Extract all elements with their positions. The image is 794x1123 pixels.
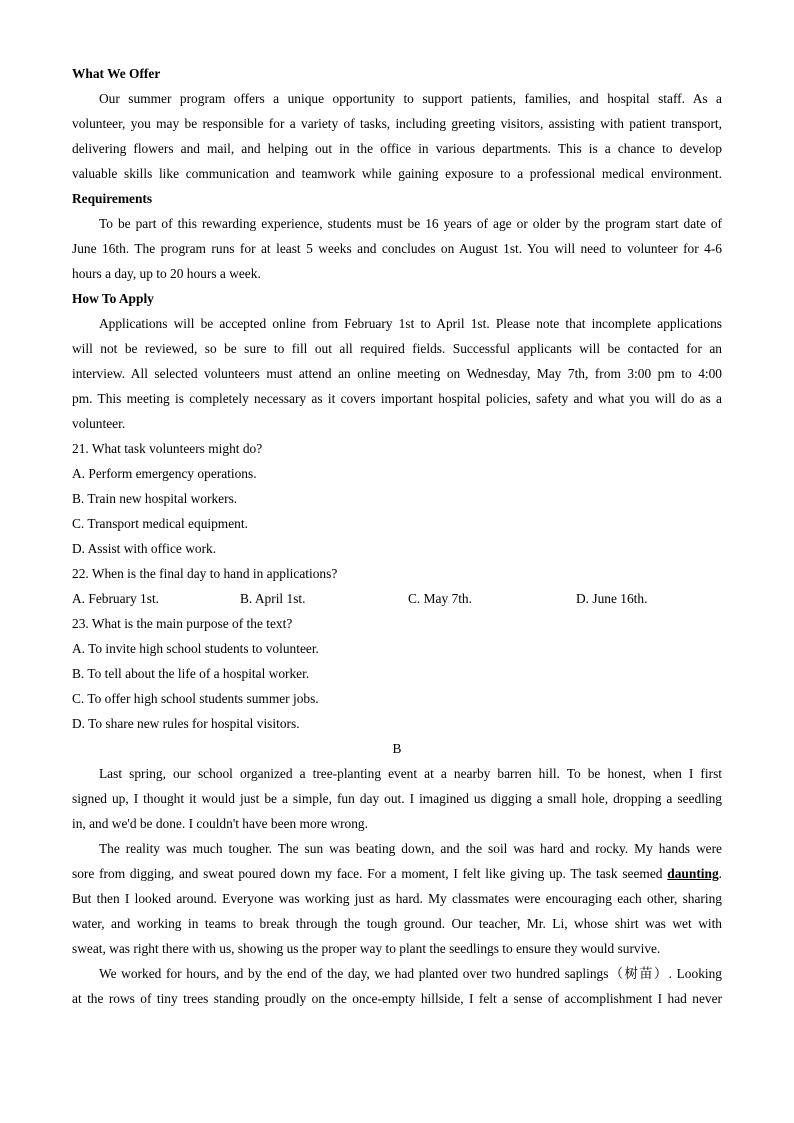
question-21-option-a: A. Perform emergency operations. (72, 466, 257, 481)
question-21-option-d: D. Assist with office work. (72, 541, 217, 556)
keyword-daunting: daunting (667, 866, 719, 881)
question-23-stem: 23. What is the main purpose of the text? (72, 616, 293, 631)
paragraph-line: delivering flowers and mail, and helping out in the office in various departments. This is a chance to develop (72, 141, 722, 156)
question-23-option-d: D. To share new rules for hospital visitors. (72, 716, 300, 731)
paragraph-line: To be part of this rewarding experience, students must be 16 years of age or older by the program start date of (99, 216, 722, 231)
section-heading-offer: What We Offer (72, 66, 161, 81)
paragraph-line: at the rows of tiny trees standing proudly on the once-empty hillside, I felt a sense of accomplishment I had never (72, 991, 722, 1006)
paragraph-line: water, and working in teams to break through the tough ground. Our teacher, Mr. Li, whose shirt was wet with (72, 916, 722, 931)
document-page (72, 61, 722, 1011)
paragraph-line: volunteer, you may be responsible for a variety of tasks, including greeting visitors, assisting with patient transport, (72, 116, 722, 131)
paragraph-line: But then I looked around. Everyone was working just as hard. My classmates were encouraging each other, sharing (72, 891, 722, 906)
paragraph-line: pm. This meeting is completely necessary as it covers important hospital policies, safety and what you will do as a (72, 391, 722, 406)
question-22-option-d: D. June 16th. (576, 591, 648, 606)
paragraph-line-with-keyword (72, 861, 722, 886)
paragraph-line: in, and we'd be done. I couldn't have been more wrong. (72, 816, 368, 831)
question-22-option-a: A. February 1st. (72, 591, 160, 606)
question-21-option-c: C. Transport medical equipment. (72, 516, 248, 531)
paragraph-line: We worked for hours, and by the end of the day, we had planted over two hundred saplings（树苗）. Looking (99, 966, 722, 981)
paragraph-line: will not be reviewed, so be sure to fill out all required fields. Successful applicants will be contacted for an (72, 341, 722, 356)
paragraph-line: Last spring, our school organized a tree-planting event at a nearby barren hill. To be honest, when I first (99, 766, 722, 781)
paragraph-line: Our summer program offers a unique opportunity to support patients, families, and hospital staff. As a (99, 91, 722, 106)
paragraph-line: signed up, I thought it would just be a simple, fun day out. I imagined us digging a small hole, dropping a seedling (72, 791, 722, 806)
keyword-line-end: . (718, 866, 722, 881)
paragraph-line: volunteer. (72, 416, 126, 431)
paragraph-line: Applications will be accepted online from February 1st to April 1st. Please note that incomplete applications (99, 316, 722, 331)
paragraph-line: June 16th. The program runs for at least 5 weeks and concludes on August 1st. You will need to volunteer for 4-6 (72, 241, 722, 256)
question-22-stem: 22. When is the final day to hand in applications? (72, 566, 338, 581)
question-23-option-a: A. To invite high school students to volunteer. (72, 641, 319, 656)
passage-b-label: B (392, 741, 402, 756)
question-23-option-b: B. To tell about the life of a hospital worker. (72, 666, 310, 681)
paragraph-line: interview. All selected volunteers must attend an online meeting on Wednesday, May 7th, from 3:00 pm to 4:00 (72, 366, 722, 381)
question-21-stem: 21. What task volunteers might do? (72, 441, 263, 456)
paragraph-line: hours a day, up to 20 hours a week. (72, 266, 261, 281)
keyword-line-text: sore from digging, and sweat poured down my face. For a moment, I felt like giving up. The task seemed (72, 866, 668, 881)
question-22-options (72, 586, 722, 611)
paragraph-line: valuable skills like communication and teamwork while gaining exposure to a professional medical environment. (72, 166, 722, 181)
question-21-option-b: B. Train new hospital workers. (72, 491, 238, 506)
question-22-option-b: B. April 1st. (240, 591, 306, 606)
section-heading-apply: How To Apply (72, 291, 154, 306)
question-22-option-c: C. May 7th. (408, 591, 472, 606)
question-23-option-c: C. To offer high school students summer jobs. (72, 691, 319, 706)
section-heading-requirements: Requirements (72, 191, 153, 206)
paragraph-line: sweat, was right there with us, showing us the proper way to plant the seedlings to ensure they would survive. (72, 941, 661, 956)
paragraph-line: The reality was much tougher. The sun was beating down, and the soil was hard and rocky. My hands were (99, 841, 722, 856)
